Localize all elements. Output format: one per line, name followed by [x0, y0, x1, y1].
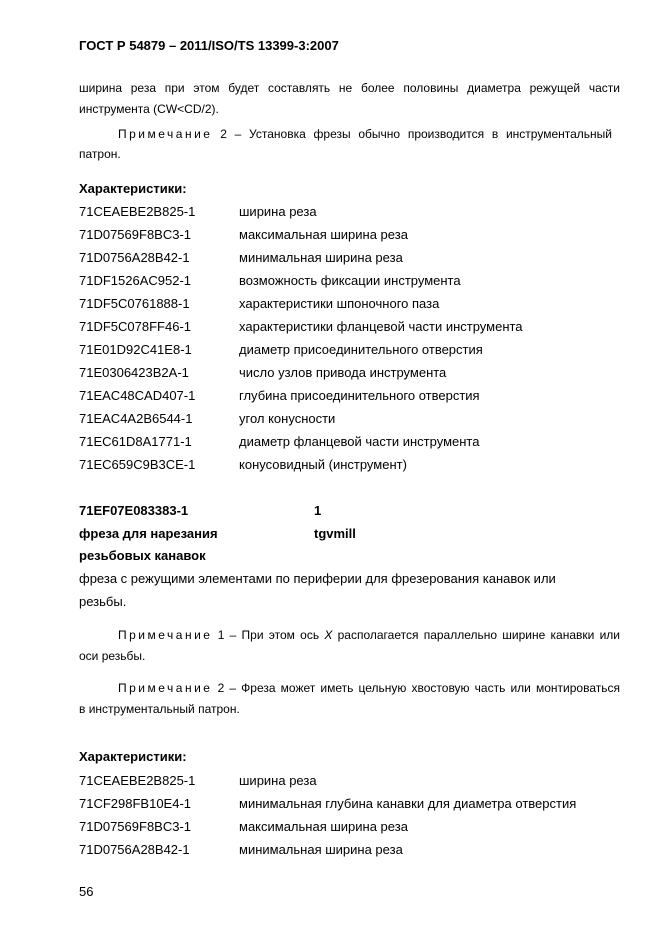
characteristic-row: [79, 204, 620, 227]
characteristic-description: минимальная глубина канавки для диаметра отверстия: [239, 796, 577, 811]
characteristic-code: 71D07569F8BC3-1: [79, 227, 192, 242]
note-label: Примечание: [118, 628, 213, 642]
characteristic-row: [79, 796, 620, 819]
characteristic-row: [79, 250, 620, 273]
entry-definition-line-2: резьбы.: [79, 594, 127, 609]
note-2-top-line-1: [118, 124, 612, 145]
note-2-line-2: в инструментальный патрон.: [79, 702, 240, 716]
characteristic-row: [79, 388, 620, 411]
characteristic-description: ширина реза: [239, 773, 317, 788]
characteristics-heading-1: Характеристики:: [79, 181, 187, 196]
note-2-top-line-2: патрон.: [79, 147, 121, 161]
characteristic-row: [79, 273, 620, 296]
characteristic-description: минимальная ширина реза: [239, 842, 403, 857]
characteristic-description: возможность фиксации инструмента: [239, 273, 461, 288]
characteristic-code: 71E0306423B2A-1: [79, 365, 189, 380]
characteristic-code: 71EC659C9B3CE-1: [79, 457, 196, 472]
characteristic-description: угол конусности: [239, 411, 336, 426]
entry-definition-line-1: фреза с режущими элементами по периферии для фрезерования канавок или: [79, 571, 556, 586]
note-text-b: располагается параллельно ширине канавки или: [332, 628, 620, 642]
characteristic-description: максимальная ширина реза: [239, 227, 408, 242]
characteristic-code: 71D0756A28B42-1: [79, 250, 190, 265]
entry-code: 71EF07E083383-1: [79, 503, 189, 518]
characteristic-row: [79, 434, 620, 457]
characteristic-code: 71CF298FB10E4-1: [79, 796, 192, 811]
characteristic-code: 71D0756A28B42-1: [79, 842, 190, 857]
entry-term-line-2: резьбовых канавок: [79, 548, 206, 563]
note-label: Примечание: [118, 681, 213, 695]
note-1-line-1: [118, 625, 620, 646]
characteristic-description: число узлов привода инструмента: [239, 365, 447, 380]
characteristic-description: конусовидный (инструмент): [239, 457, 407, 472]
entry-version: 1: [314, 503, 322, 518]
note-label: Примечание: [118, 127, 213, 141]
characteristic-code: 71EAC4A2B6544-1: [79, 411, 193, 426]
characteristic-code: 71D07569F8BC3-1: [79, 819, 192, 834]
characteristics-heading-2: Характеристики:: [79, 749, 187, 764]
characteristic-row: [79, 342, 620, 365]
characteristic-row: [79, 365, 620, 388]
characteristic-description: минимальная ширина реза: [239, 250, 403, 265]
characteristic-row: [79, 227, 620, 250]
characteristic-code: 71DF5C078FF46-1: [79, 319, 191, 334]
entry-term-line-1: фреза для нарезания: [79, 526, 218, 541]
characteristic-row: [79, 296, 620, 319]
characteristic-code: 71EC61D8A1771-1: [79, 434, 192, 449]
characteristic-description: максимальная ширина реза: [239, 819, 408, 834]
characteristic-code: 71EAC48CAD407-1: [79, 388, 196, 403]
note-text: 2 – Установка фрезы обычно производится в инструментальный: [212, 127, 612, 141]
document-header: ГОСТ Р 54879 – 2011/ISO/TS 13399-3:2007: [79, 38, 339, 53]
characteristic-description: ширина реза: [239, 204, 317, 219]
note-text-a: 1 – При этом ось: [212, 628, 325, 642]
characteristic-row: [79, 411, 620, 434]
note-text: 2 – Фреза может иметь цельную хвостовую часть или монтироваться: [212, 681, 620, 695]
entry-symbol: tgvmill: [314, 526, 356, 541]
characteristic-description: диаметр фланцевой части инструмента: [239, 434, 480, 449]
characteristic-code: 71DF5C0761888-1: [79, 296, 190, 311]
note-2-line-1: [118, 678, 620, 699]
axis-symbol: X: [324, 628, 333, 642]
characteristic-code: 71E01D92C41E8-1: [79, 342, 192, 357]
note-1-line-2: оси резьбы.: [79, 649, 146, 663]
characteristic-description: характеристики шпоночного паза: [239, 296, 440, 311]
intro-line-2: инструмента (CW<CD/2).: [79, 102, 219, 116]
characteristic-description: характеристики фланцевой части инструмента: [239, 319, 523, 334]
characteristic-code: 71CEAEBE2B825-1: [79, 204, 196, 219]
characteristic-row: [79, 819, 620, 842]
characteristic-row: [79, 842, 620, 865]
characteristic-code: 71CEAEBE2B825-1: [79, 773, 196, 788]
characteristic-row: [79, 773, 620, 796]
intro-line-1: ширина реза при этом будет составлять не более половины диаметра режущей части: [79, 81, 620, 95]
page-number: 56: [79, 884, 94, 899]
characteristic-row: [79, 319, 620, 342]
characteristic-code: 71DF1526AC952-1: [79, 273, 192, 288]
characteristic-row: [79, 457, 620, 480]
characteristic-description: диаметр присоединительного отверстия: [239, 342, 483, 357]
characteristic-description: глубина присоединительного отверстия: [239, 388, 480, 403]
